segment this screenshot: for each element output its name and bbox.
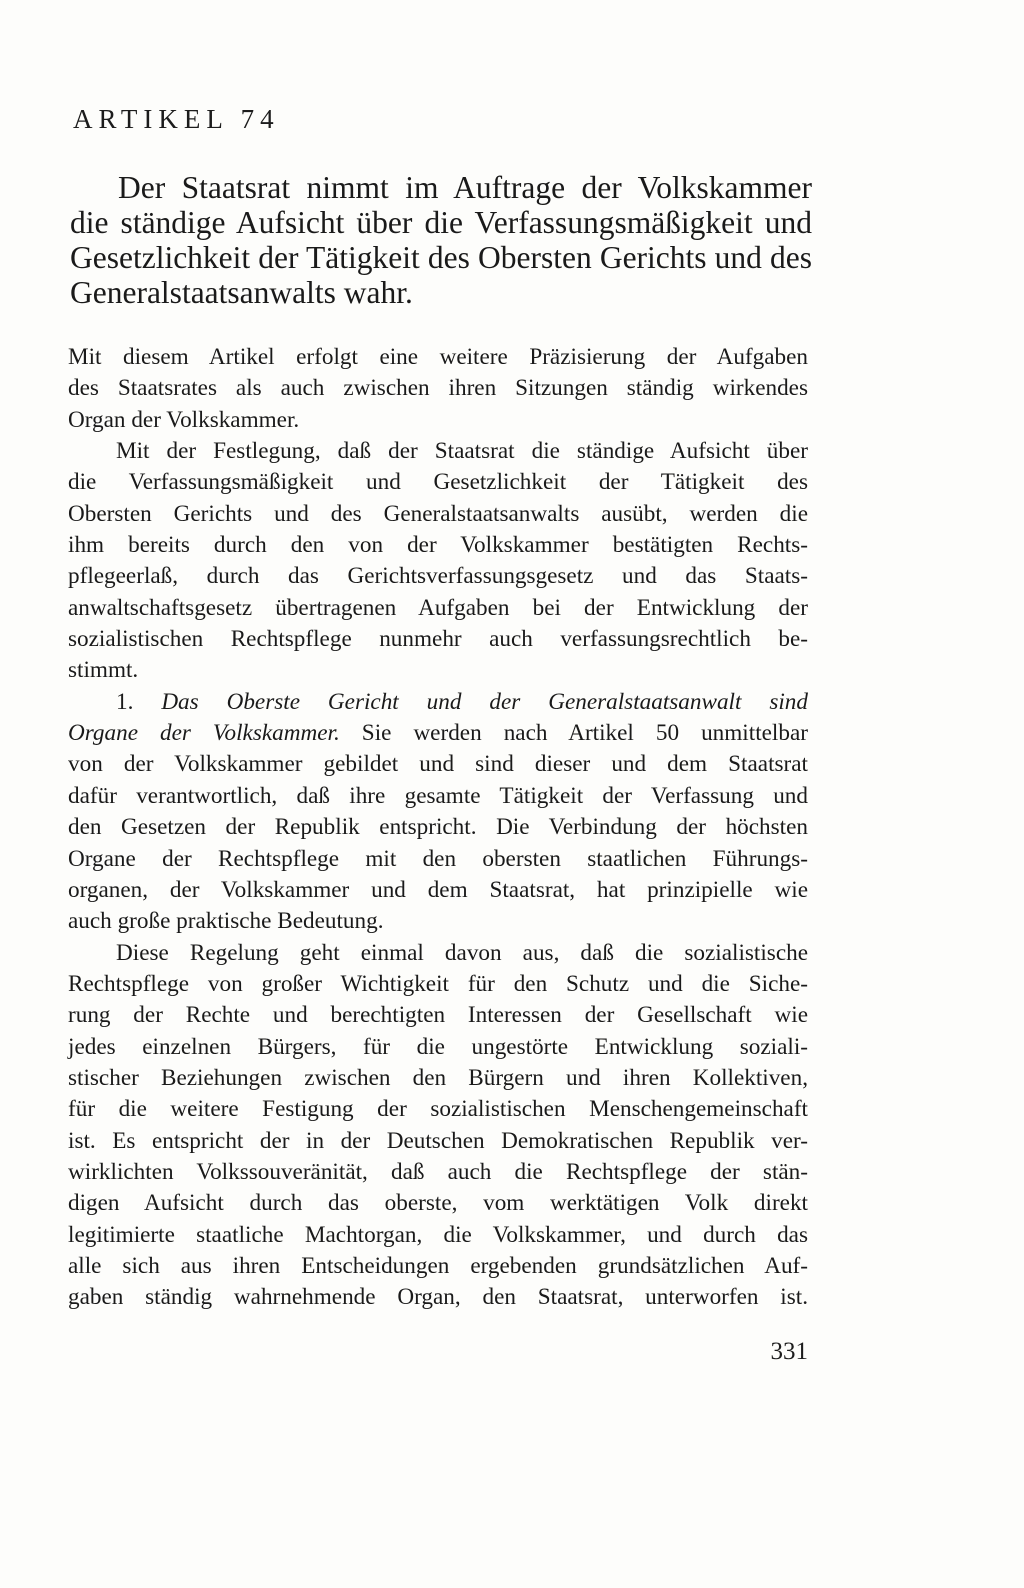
commentary-line: gaben ständig wahrnehmende Organ, den Staatsrat, unterworfen ist. [68, 1284, 808, 1311]
commentary-line: des Staatsrates als auch zwischen ihren Sitzungen ständig wirkendes [68, 375, 808, 402]
commentary-line [68, 687, 808, 718]
commentary-line: Obersten Gerichts und des Generalstaatsanwalts ausübt, werden die [68, 500, 808, 527]
commentary-line: digen Aufsicht durch das oberste, vom werktätigen Volk direkt [68, 1190, 808, 1217]
commentary-line: wirklichten Volkssouveränität, daß auch die Rechtspflege der stän- [68, 1158, 808, 1185]
commentary-line: rung der Rechte und berechtigten Interessen der Gesellschaft wie [68, 1002, 808, 1029]
commentary-line: den Gesetzen der Republik entspricht. Die Verbindung der höchsten [68, 814, 808, 841]
commentary-line: Diese Regelung geht einmal davon aus, daß die sozialistische [116, 939, 808, 966]
commentary-line: sozialistischen Rechtspflege nunmehr auch verfassungsrechtlich be- [68, 626, 808, 653]
commentary-line: legitimierte staatliche Machtorgan, die Volkskammer, und durch das [68, 1221, 808, 1248]
commentary-line: auch große praktische Bedeutung. [68, 908, 384, 935]
commentary-line: stischer Beziehungen zwischen den Bürgern und ihren Kollektiven, [68, 1064, 808, 1091]
commentary-line: anwaltschaftsgesetz übertragenen Aufgaben bei der Entwicklung der [68, 594, 808, 621]
commentary-line: Organe der Rechtspflege mit den obersten staatlichen Führungs- [68, 845, 808, 872]
article-text-line: die ständige Aufsicht über die Verfassungsmäßigkeit und [70, 205, 812, 240]
list-number: 1. [116, 688, 134, 715]
commentary-line: organen, der Volkskammer und dem Staatsrat, hat prinzipielle wie [68, 876, 808, 903]
commentary-line: für die weitere Festigung der sozialistischen Menschengemeinschaft [68, 1096, 808, 1123]
page-number: 331 [770, 1338, 808, 1365]
commentary-line: alle sich aus ihren Entscheidungen ergebenden grundsätzlichen Auf- [68, 1252, 808, 1279]
commentary-line: stimmt. [68, 657, 139, 684]
article-text [70, 170, 812, 310]
commentary [68, 342, 808, 1314]
emphasis-text: Organe der Volkskammer. [68, 720, 340, 747]
commentary-line: die Verfassungsmäßigkeit und Gesetzlichkeit der Tätigkeit des [68, 469, 808, 496]
article-text-line: Gesetzlichkeit der Tätigkeit des Obersten Gerichts und des [70, 240, 812, 275]
commentary-text: Sie werden nach Artikel 50 unmittelbar [339, 720, 808, 747]
article-text-line: Generalstaatsanwalts wahr. [70, 275, 413, 310]
commentary-line [68, 718, 808, 749]
emphasis-text: Das Oberste Gericht und der Generalstaatsanwalt sind [161, 688, 808, 715]
commentary-line: dafür verantwortlich, daß ihre gesamte Tätigkeit der Verfassung und [68, 782, 808, 809]
commentary-line: jedes einzelnen Bürgers, für die ungestörte Entwicklung soziali- [68, 1033, 808, 1060]
commentary-line: ist. Es entspricht der in der Deutschen Demokratischen Republik ver- [68, 1127, 808, 1154]
commentary-line: Organ der Volkskammer. [68, 406, 300, 433]
commentary-line: ihm bereits durch den von der Volkskammer bestätigten Rechts- [68, 532, 808, 559]
commentary-line: von der Volkskammer gebildet und sind dieser und dem Staatsrat [68, 751, 808, 778]
commentary-line: Mit diesem Artikel erfolgt eine weitere Präzisierung der Aufgaben [68, 344, 808, 370]
commentary-line: Mit der Festlegung, daß der Staatsrat die ständige Aufsicht über [116, 438, 808, 465]
commentary-line: pflegeerlaß, durch das Gerichtsverfassungsgesetz und das Staats- [68, 563, 808, 590]
article-text-line: Der Staatsrat nimmt im Auftrage der Volkskammer [118, 170, 812, 205]
article-heading: ARTIKEL 74 [73, 104, 280, 134]
commentary-line: Rechtspflege von großer Wichtigkeit für den Schutz und die Siche- [68, 970, 808, 997]
